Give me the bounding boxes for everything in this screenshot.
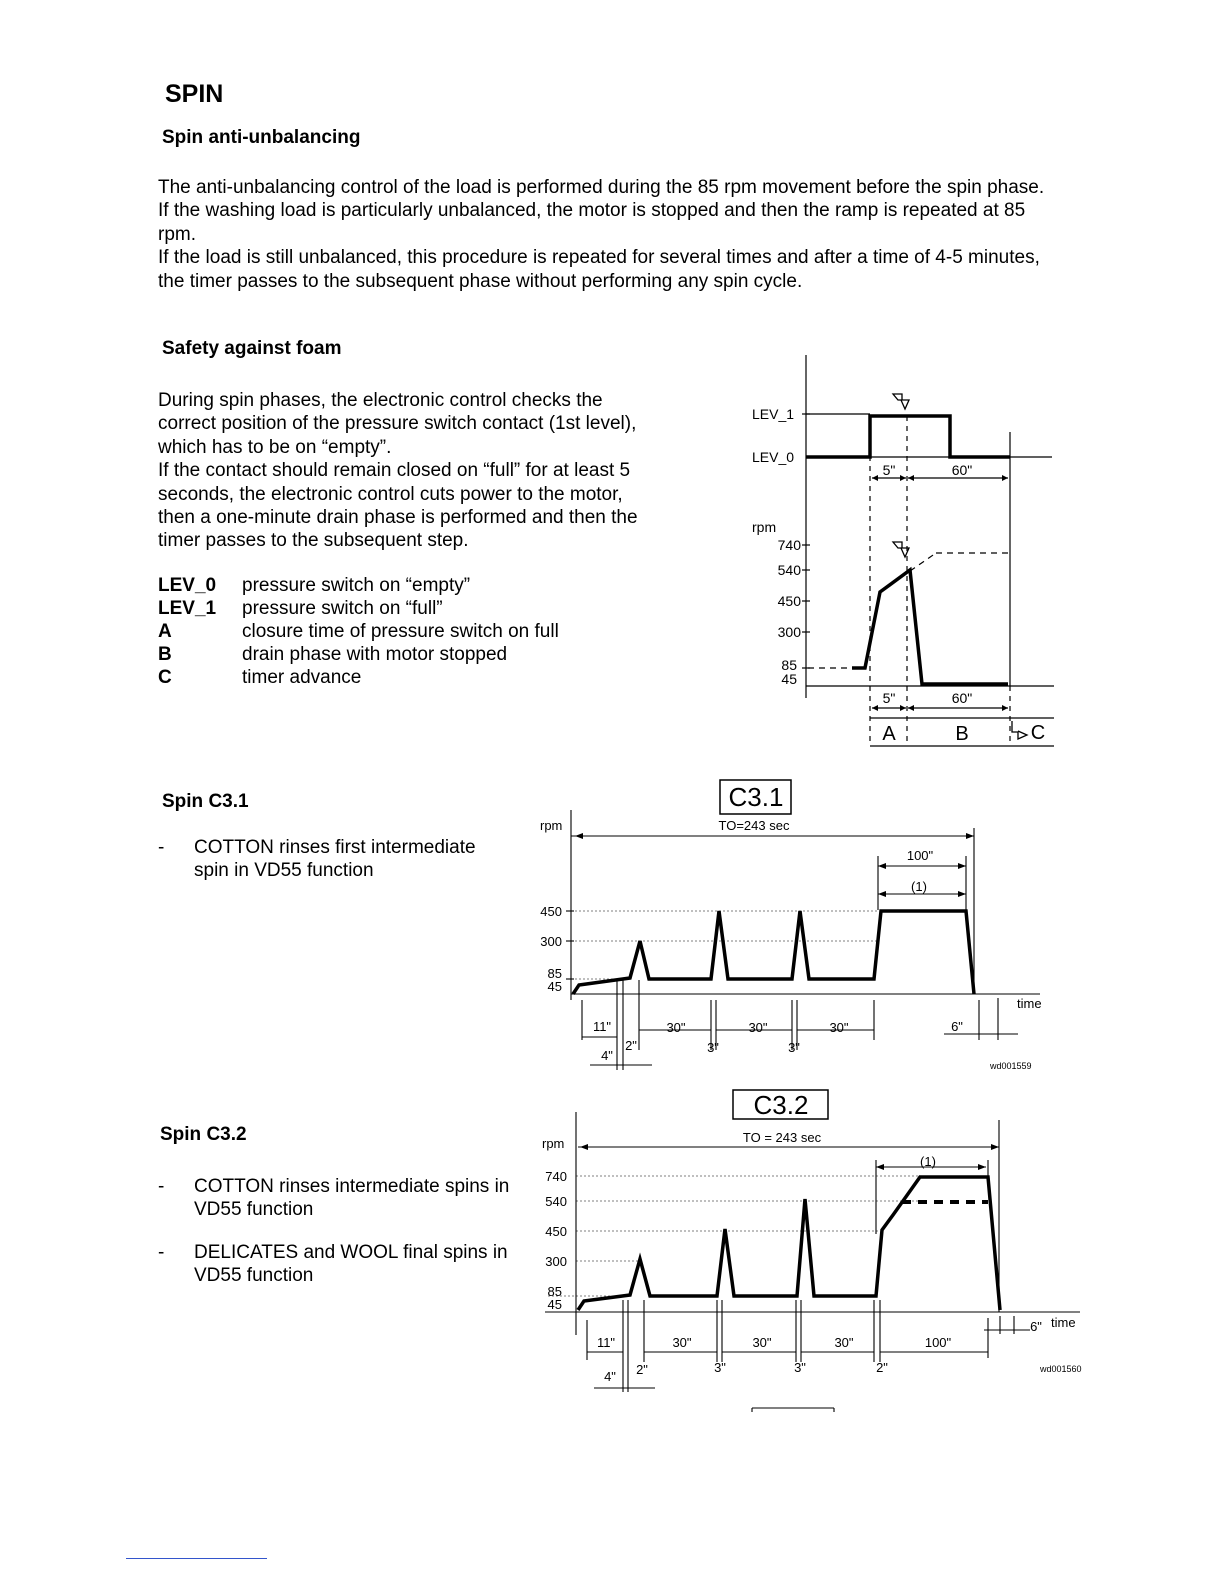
time-label: 4": [604, 1369, 616, 1384]
legend-key: LEV_0: [158, 575, 217, 596]
text-line: the timer passes to the subsequent phase without performing any spin cycle.: [158, 270, 803, 292]
text-line: If the contact should remain closed on “full” for at least 5: [158, 460, 631, 482]
legend-key: A: [158, 621, 172, 642]
tick-label: 45: [781, 671, 797, 687]
time-label: 11": [596, 1335, 616, 1350]
page-title: SPIN: [165, 80, 224, 108]
text-line: seconds, the electronic control cuts power to the motor,: [158, 483, 623, 505]
tick-label: 450: [540, 904, 562, 919]
text-line: which has to be on “empty”.: [158, 436, 392, 458]
time-ticks: [587, 1300, 1030, 1392]
tick-label: 540: [777, 562, 801, 578]
time-label: 30": [672, 1335, 692, 1350]
time-label: 100": [924, 1335, 952, 1350]
text-line: During spin phases, the electronic control checks the: [158, 390, 603, 411]
time-label: 11": [592, 1019, 612, 1034]
text-line: The anti-unbalancing control of the load is performed during the 85 rpm movement before the spin phase.: [158, 177, 1045, 198]
time-label: 4": [601, 1048, 613, 1063]
c31-chart: [520, 770, 1080, 1080]
text-line: then a one-minute drain phase is performed and then the: [158, 507, 638, 529]
drawing-code: wd001559: [990, 1061, 1032, 1071]
top-label: (1): [911, 879, 927, 894]
tick-label: 450: [545, 1224, 567, 1239]
x-axis-label: time: [1051, 1315, 1076, 1330]
legend-row: [158, 666, 559, 689]
spin-c31-heading: Spin C3.1: [162, 791, 249, 812]
bullet-text: [194, 1242, 508, 1287]
time-label: 3": [794, 1360, 806, 1375]
time-label: 60": [951, 462, 973, 478]
drawing-code: wd001560: [1040, 1364, 1082, 1374]
time-label: 2": [625, 1038, 637, 1053]
text-line: COTTON rinses first intermediate: [194, 837, 476, 858]
c31-rpm-line: [573, 911, 974, 994]
bullet-item: [158, 837, 476, 882]
phase-label-c: C: [1030, 722, 1046, 744]
legend-text: pressure switch on “empty”: [242, 575, 471, 596]
tick-label: 740: [545, 1169, 567, 1184]
legend-text: drain phase with motor stopped: [242, 644, 508, 665]
phase-label-a: A: [882, 723, 896, 745]
foam-text: [158, 389, 718, 553]
hand-arrow-icon: [893, 394, 1027, 739]
text-line: COTTON rinses intermediate spins in: [194, 1176, 510, 1197]
x-axis-label: time: [1017, 996, 1042, 1011]
chart-title: C3.2: [753, 1090, 809, 1120]
tick-label: 85: [547, 966, 562, 981]
anti-unbalancing-heading: Spin anti-unbalancing: [162, 127, 361, 148]
time-label: 3": [707, 1040, 719, 1055]
rpm-signal: [852, 570, 1008, 684]
legend-row: [158, 597, 559, 620]
text-line: If the washing load is particularly unbalanced, the motor is stopped and then the ramp is repeated at 85: [158, 200, 1026, 222]
bullet-dash: -: [158, 1242, 165, 1263]
time-label: 3": [788, 1040, 800, 1055]
tick-label: 45: [547, 979, 562, 994]
anti-unbalancing-text: [158, 176, 1118, 293]
time-label: 30": [829, 1020, 849, 1035]
text-line: spin in VD55 function: [194, 859, 374, 881]
foam-diagram: [740, 350, 1060, 750]
tick-label: 300: [540, 934, 562, 949]
text-line: DELICATES and WOOL final spins in: [194, 1242, 508, 1263]
text-line: VD55 function: [194, 1198, 314, 1220]
chart-subtitle: TO = 243 sec: [742, 1130, 822, 1145]
legend-text: timer advance: [242, 667, 362, 688]
lev0-label: LEV_0: [752, 449, 795, 465]
bullet-text: [194, 1176, 509, 1221]
time-label: 30": [748, 1020, 768, 1035]
tick-label: 300: [777, 624, 801, 640]
bullet-text: [194, 837, 476, 882]
tick-label: 540: [545, 1194, 567, 1209]
text-line: timer passes to the subsequent step.: [158, 530, 469, 552]
y-axis-label: rpm: [542, 1136, 565, 1151]
tick-label: 45: [547, 1297, 562, 1312]
legend-text: closure time of pressure switch on full: [242, 621, 559, 642]
time-label: 5": [882, 462, 896, 478]
time-label: 3": [714, 1360, 726, 1375]
chart-title: C3.1: [728, 782, 784, 812]
time-label: 5": [882, 690, 896, 706]
pressure-signal: [806, 416, 1010, 457]
c32-rpm-line: [578, 1177, 1000, 1310]
text-line: VD55 function: [194, 1264, 314, 1286]
top-label: (1): [920, 1154, 936, 1169]
rpm-label: rpm: [752, 519, 777, 535]
y-axis-label: rpm: [540, 818, 563, 833]
bullet-item: [158, 1176, 509, 1221]
top-label: 100": [906, 848, 934, 863]
bullet-item: [158, 1242, 508, 1287]
time-label: 6": [1030, 1319, 1042, 1334]
tick-label: 740: [777, 537, 801, 553]
time-label: 30": [666, 1020, 686, 1035]
time-label: 6": [951, 1019, 963, 1034]
tick-label: 450: [777, 593, 801, 609]
text-line: rpm.: [158, 223, 196, 245]
tick-label: 85: [781, 657, 797, 673]
legend-key: LEV_1: [158, 598, 217, 619]
foam-legend: [158, 574, 559, 689]
legend-row: [158, 574, 559, 597]
time-label: 30": [834, 1335, 854, 1350]
bullet-dash: -: [158, 837, 165, 858]
phase-label-b: B: [955, 723, 969, 745]
text-line: correct position of the pressure switch contact (1st level),: [158, 413, 637, 435]
chart-subtitle: TO=243 sec: [718, 818, 790, 833]
time-label: 60": [951, 690, 973, 706]
legend-key: B: [158, 644, 172, 665]
legend-row: [158, 643, 559, 666]
time-label: 30": [752, 1335, 772, 1350]
legend-row: [158, 620, 559, 643]
foam-heading: Safety against foam: [162, 338, 342, 359]
c32-chart: [520, 1085, 1085, 1415]
footer-divider: [126, 1558, 267, 1559]
time-label: 2": [876, 1360, 888, 1375]
spin-c32-heading: Spin C3.2: [160, 1124, 247, 1145]
bullet-dash: -: [158, 1176, 165, 1197]
legend-text: pressure switch on “full”: [242, 598, 443, 619]
lev1-label: LEV_1: [752, 406, 795, 422]
tick-label: 300: [545, 1254, 567, 1269]
tick-label: 85: [547, 1284, 562, 1299]
text-line: If the load is still unbalanced, this procedure is repeated for several times and after a time of 4-5 minutes,: [158, 247, 1040, 269]
time-label: 2": [636, 1362, 648, 1377]
legend-key: C: [158, 667, 172, 688]
